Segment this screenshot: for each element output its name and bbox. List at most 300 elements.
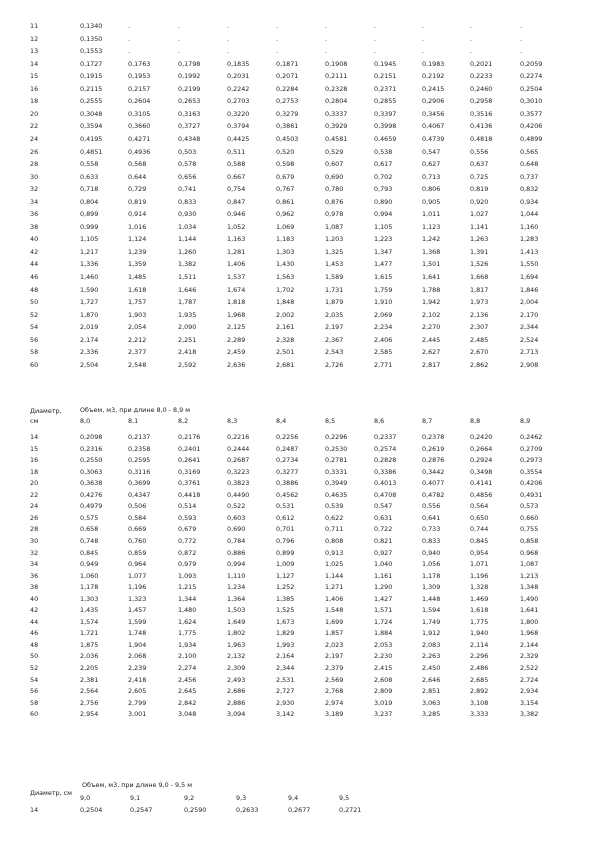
volume-cell: 3,285 <box>422 710 441 719</box>
volume-cell: 0,4562 <box>276 490 299 499</box>
volume-cell: 2,102 <box>422 310 441 319</box>
table-row <box>0 297 595 307</box>
diameter-cell: 13 <box>30 47 39 56</box>
volume-cell: 3,382 <box>520 710 539 719</box>
volume-cell: 3,142 <box>276 710 295 719</box>
table-row <box>0 335 595 345</box>
volume-cell: 2,136 <box>470 310 489 319</box>
volume-cell: 1,818 <box>227 298 246 307</box>
diameter-cell: 14 <box>30 433 39 441</box>
volume-cell: 1,727 <box>80 298 99 307</box>
volume-cell: 2,381 <box>80 675 99 684</box>
volume-cell: 0,780 <box>325 185 344 194</box>
volume-cell: 0,954 <box>470 548 489 557</box>
volume-cell: 2,809 <box>374 687 393 696</box>
volume-cell: 1,056 <box>422 560 441 569</box>
diameter-cell: 20 <box>30 479 39 488</box>
volume-cell: 2,230 <box>374 652 393 661</box>
volume-cell: 0,2530 <box>325 444 348 453</box>
volume-cell: 0,4979 <box>80 502 103 511</box>
volume-cell: 0,2604 <box>128 97 151 106</box>
table-row <box>0 571 595 581</box>
volume-cell: 2,336 <box>80 348 99 357</box>
volume-cell: 0,713 <box>422 172 441 181</box>
volume-cell: 0,2595 <box>128 456 151 465</box>
volume-cell: 2,681 <box>276 360 295 369</box>
volume-cell: 0,669 <box>128 525 147 534</box>
length-column-header: 9,5 <box>339 794 350 802</box>
volume-cell: 1,963 <box>227 640 246 649</box>
volume-cell: 1,912 <box>422 629 441 638</box>
volume-cell: 1,160 <box>520 222 539 231</box>
volume-cell: 2,842 <box>178 698 197 707</box>
volume-cell: 3,108 <box>470 698 489 707</box>
volume-cell: 1,699 <box>325 617 344 626</box>
volume-cell: 0,3929 <box>325 122 348 131</box>
volume-cell: 1,077 <box>128 571 147 580</box>
volume-cell: 1,060 <box>80 571 99 580</box>
volume-cell: 0,755 <box>520 525 539 534</box>
volume-cell: 1,413 <box>520 247 539 256</box>
volume-cell: 2,817 <box>422 360 441 369</box>
volume-cell: 2,686 <box>227 687 246 696</box>
diameter-cell: 56 <box>30 687 39 696</box>
volume-cell: 0,529 <box>325 147 344 156</box>
volume-cell: 0,4659 <box>374 134 397 143</box>
volume-cell: 0,3699 <box>128 479 151 488</box>
diameter-cell: 56 <box>30 335 39 344</box>
volume-cell: 3,048 <box>178 710 197 719</box>
volume-cell: 0,679 <box>276 172 295 181</box>
volume-cell: . <box>276 47 279 56</box>
volume-cell: 0,4936 <box>128 147 151 156</box>
volume-cell: 1,163 <box>227 235 246 244</box>
volume-cell: 1,303 <box>80 594 99 603</box>
volume-cell: 2,036 <box>80 652 99 661</box>
volume-cell: 1,480 <box>178 606 197 615</box>
table-row <box>0 209 595 219</box>
volume-cell: 1,127 <box>276 571 295 580</box>
volume-cell: 1,884 <box>374 629 393 638</box>
volume-cell: 2,023 <box>325 640 344 649</box>
volume-cell: 1,503 <box>227 606 246 615</box>
volume-cell: . <box>422 34 425 43</box>
volume-cell: 1,105 <box>374 222 393 231</box>
volume-cell: 2,524 <box>520 335 539 344</box>
volume-cell: 1,615 <box>374 273 393 281</box>
volume-cell: 0,2555 <box>80 97 103 106</box>
volume-cell: 1,385 <box>276 594 295 603</box>
table-row <box>0 640 595 650</box>
volume-cell: 2,605 <box>128 687 147 696</box>
volume-cell: 2,328 <box>276 335 295 344</box>
table-row <box>0 197 595 207</box>
volume-cell: 0,3761 <box>178 479 201 488</box>
volume-cell: 1,817 <box>470 285 489 294</box>
volume-cell: . <box>227 34 230 43</box>
volume-cell: 0,2296 <box>325 433 348 441</box>
table-row <box>0 360 595 370</box>
diameter-cell: 46 <box>30 629 39 638</box>
volume-cell: 1,217 <box>80 247 99 256</box>
volume-cell: 0,2804 <box>325 97 348 106</box>
table-row <box>0 444 595 454</box>
volume-cell: 0,968 <box>520 548 539 557</box>
volume-cell: 1,223 <box>374 235 393 244</box>
volume-cell: 0,819 <box>128 197 147 206</box>
volume-cell: 1,027 <box>470 210 489 219</box>
diameter-cell: 28 <box>30 160 39 169</box>
volume-cell: 2,263 <box>422 652 441 661</box>
volume-cell: 0,701 <box>276 525 295 534</box>
volume-cell: 0,718 <box>80 185 99 194</box>
volume-cell: 0,503 <box>178 147 197 156</box>
volume-cell: 1,787 <box>178 298 197 307</box>
volume-cell: 2,485 <box>470 335 489 344</box>
volume-cell: 1,263 <box>470 235 489 244</box>
volume-cell: 0,914 <box>128 210 147 219</box>
table-row <box>0 347 595 357</box>
volume-cell: 0,913 <box>325 548 344 557</box>
volume-cell: 0,804 <box>80 197 99 206</box>
volume-cell: 2,450 <box>422 664 441 672</box>
diameter-cell: 42 <box>30 606 39 615</box>
volume-cell: 0,3277 <box>276 467 299 476</box>
volume-cell: 1,011 <box>422 210 441 219</box>
volume-cell: 1,336 <box>80 260 99 269</box>
volume-cell: 0,4856 <box>470 490 493 499</box>
volume-cell: 1,548 <box>325 606 344 615</box>
volume-cell: 0,2284 <box>276 84 299 93</box>
volume-cell: 2,768 <box>325 687 344 696</box>
volume-cell: 0,2371 <box>374 84 397 93</box>
diameter-cell: 16 <box>30 456 39 465</box>
volume-cell: 0,1350 <box>80 34 103 43</box>
volume-cell: 0,899 <box>276 548 295 557</box>
volume-cell: 0,2460 <box>470 84 493 93</box>
table-row <box>0 559 595 569</box>
volume-cell: 1,382 <box>178 260 197 269</box>
volume-cell: 0,547 <box>422 147 441 156</box>
volume-cell: . <box>374 47 377 56</box>
volume-cell: 1,775 <box>178 629 197 638</box>
volume-cell: 1,069 <box>276 222 295 231</box>
volume-cell: 1,430 <box>276 260 295 269</box>
volume-cell: 2,799 <box>128 698 147 707</box>
volume-cell: 0,3949 <box>325 479 348 488</box>
volume-cell: 0,2721 <box>339 806 362 814</box>
volume-cell: 0,690 <box>227 525 246 534</box>
volume-cell: 1,009 <box>276 560 295 569</box>
table-row <box>0 234 595 244</box>
volume-cell: 2,908 <box>520 360 539 369</box>
volume-cell: 2,197 <box>325 652 344 661</box>
volume-cell: 0,3442 <box>422 467 445 476</box>
volume-cell: 0,3577 <box>520 109 543 118</box>
length-column-header: 8,7 <box>422 417 433 425</box>
diameter-cell: 54 <box>30 675 39 684</box>
table-row <box>0 21 595 31</box>
volume-cell: 0,531 <box>276 502 295 511</box>
volume-cell: 1,759 <box>374 285 393 294</box>
volume-cell: 0,994 <box>227 560 246 569</box>
volume-cell: 2,344 <box>276 664 295 672</box>
volume-cell: 1,618 <box>128 285 147 294</box>
volume-cell: 1,848 <box>276 298 295 307</box>
volume-cell: 1,757 <box>128 298 147 307</box>
volume-cell: 1,183 <box>276 235 295 244</box>
volume-cell: 1,903 <box>128 310 147 319</box>
volume-cell: 0,733 <box>422 525 441 534</box>
volume-cell: 0,514 <box>178 502 197 511</box>
table-row <box>0 259 595 269</box>
volume-cell: 0,547 <box>374 502 393 511</box>
diameter-cell: 52 <box>30 310 39 319</box>
volume-cell: 1,105 <box>80 235 99 244</box>
volume-cell: . <box>325 47 328 56</box>
volume-cell: 1,934 <box>178 640 197 649</box>
volume-cell: 0,2574 <box>374 444 397 453</box>
volume-cell: 2,309 <box>227 664 246 672</box>
volume-cell: 0,711 <box>325 525 344 534</box>
volume-cell: 0,2031 <box>227 72 250 81</box>
volume-cell: 1,347 <box>374 247 393 256</box>
volume-cell: 2,377 <box>128 348 147 357</box>
volume-cell: 0,4425 <box>227 134 250 143</box>
volume-cell: 0,1763 <box>128 59 151 68</box>
volume-cell: . <box>470 47 473 56</box>
volume-cell: 1,309 <box>422 583 441 592</box>
volume-cell: 0,927 <box>374 548 393 557</box>
volume-cell: 0,3220 <box>227 109 250 118</box>
table-row <box>0 651 595 661</box>
volume-cell: 0,3386 <box>374 467 397 476</box>
volume-cell: 0,3498 <box>470 467 493 476</box>
volume-cell: 0,2176 <box>178 433 201 441</box>
volume-cell: 1,087 <box>520 560 539 569</box>
volume-cell: 1,215 <box>178 583 197 592</box>
diameter-cell: 58 <box>30 698 39 707</box>
volume-cell: 2,531 <box>276 675 295 684</box>
volume-cell: 1,775 <box>470 617 489 626</box>
volume-cell: 1,323 <box>128 594 147 603</box>
volume-cell: 3,154 <box>520 698 539 707</box>
volume-cell: 0,2157 <box>128 84 151 93</box>
volume-cell: 0,520 <box>276 147 295 156</box>
volume-cell: 0,905 <box>422 197 441 206</box>
volume-cell: 1,281 <box>227 247 246 256</box>
length-column-header: 8,9 <box>520 417 531 425</box>
volume-cell: 1,694 <box>520 273 539 281</box>
volume-cell: 0,679 <box>178 525 197 534</box>
volume-cell: 0,2876 <box>422 456 445 465</box>
volume-cell: 0,3823 <box>227 479 250 488</box>
volume-cell: 0,539 <box>325 502 344 511</box>
diameter-cell: 40 <box>30 235 39 244</box>
diameter-cell: 48 <box>30 285 39 294</box>
volume-cell: 0,637 <box>470 160 489 169</box>
volume-cell: 0,3331 <box>325 467 348 476</box>
table-row <box>0 467 595 477</box>
volume-cell: 1,453 <box>325 260 344 269</box>
volume-cell: 2,164 <box>276 652 295 661</box>
volume-cell: 0,4141 <box>470 479 493 488</box>
volume-cell: 1,093 <box>178 571 197 580</box>
volume-cell: 0,858 <box>520 536 539 545</box>
table-row <box>0 172 595 182</box>
volume-cell: 0,3516 <box>470 109 493 118</box>
volume-cell: 1,348 <box>520 583 539 592</box>
table-row <box>0 536 595 546</box>
volume-cell: 1,368 <box>422 247 441 256</box>
volume-cell: 0,4635 <box>325 490 348 499</box>
volume-cell: . <box>520 34 523 43</box>
volume-cell: 1,328 <box>470 583 489 592</box>
volume-cell: 0,1908 <box>325 59 348 68</box>
volume-cell: 1,649 <box>227 617 246 626</box>
volume-cell: 0,946 <box>227 210 246 219</box>
volume-cell: . <box>325 34 328 43</box>
table-row <box>0 478 595 488</box>
volume-cell: 1,574 <box>80 617 99 626</box>
volume-cell: 0,575 <box>80 513 99 522</box>
volume-cell: 2,646 <box>422 675 441 684</box>
volume-cell: 1,910 <box>374 298 393 307</box>
volume-cell: 2,019 <box>80 323 99 332</box>
volume-cell: 0,3048 <box>80 109 103 118</box>
volume-cell: 0,872 <box>178 548 197 557</box>
volume-cell: 1,537 <box>227 273 246 281</box>
volume-cell: 1,325 <box>325 247 344 256</box>
length-column-header: 9,2 <box>184 794 195 802</box>
volume-cell: 0,847 <box>227 197 246 206</box>
volume-cell: 0,3169 <box>178 467 201 476</box>
volume-cell: 0,4206 <box>520 122 543 131</box>
table-row <box>0 71 595 81</box>
volume-cell: 0,641 <box>422 513 441 522</box>
volume-cell: 0,2709 <box>520 444 543 453</box>
volume-cell: 2,569 <box>325 675 344 684</box>
volume-cell: 0,656 <box>178 172 197 181</box>
volume-cell: 1,178 <box>422 571 441 580</box>
volume-cell: 2,548 <box>128 360 147 369</box>
length-column-header: 8,4 <box>276 417 287 425</box>
volume-cell: 2,727 <box>276 687 295 696</box>
volume-cell: . <box>178 47 181 56</box>
volume-cell: 0,4818 <box>470 134 493 143</box>
table-row <box>0 184 595 194</box>
volume-cell: 0,617 <box>374 160 393 169</box>
volume-cell: . <box>178 22 181 30</box>
diameter-cell: 60 <box>30 710 39 719</box>
volume-cell: 0,2378 <box>422 433 445 441</box>
volume-cell: 3,019 <box>374 698 393 707</box>
volume-cell: 0,2444 <box>227 444 250 453</box>
volume-cell: 0,2958 <box>470 97 493 106</box>
volume-cell: 2,886 <box>227 698 246 707</box>
volume-cell: 0,832 <box>520 185 539 194</box>
volume-cell: 1,448 <box>422 594 441 603</box>
table-row <box>0 455 595 465</box>
volume-cell: . <box>325 22 328 30</box>
volume-cell: 2,379 <box>325 664 344 672</box>
volume-cell: 0,821 <box>374 536 393 545</box>
volume-cell: 0,2316 <box>80 444 103 453</box>
diameter-cell: 32 <box>30 185 39 194</box>
volume-cell: 1,071 <box>470 560 489 569</box>
volume-cell: 0,660 <box>520 513 539 522</box>
diameter-cell: 18 <box>30 467 39 476</box>
volume-cell: 2,445 <box>422 335 441 344</box>
volume-cell: . <box>128 22 131 30</box>
volume-cell: 2,239 <box>128 664 147 672</box>
volume-cell: 0,833 <box>422 536 441 545</box>
volume-cell: 0,861 <box>276 197 295 206</box>
volume-cell: 1,968 <box>520 629 539 638</box>
volume-cell: 1,044 <box>520 210 539 219</box>
volume-cell: 1,034 <box>178 222 197 231</box>
volume-cell: 1,550 <box>520 260 539 269</box>
table-row <box>0 109 595 119</box>
volume-cell: 0,962 <box>276 210 295 219</box>
volume-cell: 0,725 <box>470 172 489 181</box>
volume-cell: 2,212 <box>128 335 147 344</box>
volume-cell: 0,4206 <box>520 479 543 488</box>
volume-cell: 1,242 <box>422 235 441 244</box>
volume-cell: 1,271 <box>325 583 344 592</box>
volume-cell: 3,189 <box>325 710 344 719</box>
volume-cell: 2,053 <box>374 640 393 649</box>
volume-cell: 1,144 <box>325 571 344 580</box>
volume-cell: 0,4013 <box>374 479 397 488</box>
volume-cell: 1,406 <box>325 594 344 603</box>
volume-cell: 0,2256 <box>276 433 299 441</box>
volume-cell: 0,622 <box>325 513 344 522</box>
volume-cell: 1,406 <box>227 260 246 269</box>
volume-cell: 0,2504 <box>520 84 543 93</box>
volume-cell: 1,234 <box>227 583 246 592</box>
volume-cell: 0,3554 <box>520 467 543 476</box>
volume-cell: 2,329 <box>520 652 539 661</box>
volume-cell: 1,674 <box>227 285 246 294</box>
volume-cell: 1,748 <box>128 629 147 638</box>
volume-cell: 2,170 <box>520 310 539 319</box>
volume-cell: 2,418 <box>128 675 147 684</box>
diameter-cell: 15 <box>30 72 39 81</box>
volume-cell: 0,4067 <box>422 122 445 131</box>
diameter-cell: 42 <box>30 247 39 256</box>
volume-cell: . <box>128 34 131 43</box>
diameter-cell: 28 <box>30 525 39 534</box>
volume-cell: 1,724 <box>374 617 393 626</box>
volume-cell: 0,806 <box>422 185 441 194</box>
table-row <box>0 34 595 44</box>
volume-cell: 0,2337 <box>374 433 397 441</box>
volume-cell: 0,4348 <box>178 134 201 143</box>
diameter-cell: 30 <box>30 172 39 181</box>
volume-cell: 0,607 <box>325 160 344 169</box>
volume-cell: 2,486 <box>470 664 489 672</box>
volume-cell: 1,457 <box>128 606 147 615</box>
volume-cell: 3,333 <box>470 710 489 719</box>
volume-cell: 1,668 <box>470 273 489 281</box>
table-row <box>0 247 595 257</box>
volume-cell: 1,788 <box>422 285 441 294</box>
length-column-header: 8,3 <box>227 417 238 425</box>
table-row <box>0 628 595 638</box>
volume-cell: 0,2641 <box>178 456 201 465</box>
volume-cell: 0,2358 <box>128 444 151 453</box>
